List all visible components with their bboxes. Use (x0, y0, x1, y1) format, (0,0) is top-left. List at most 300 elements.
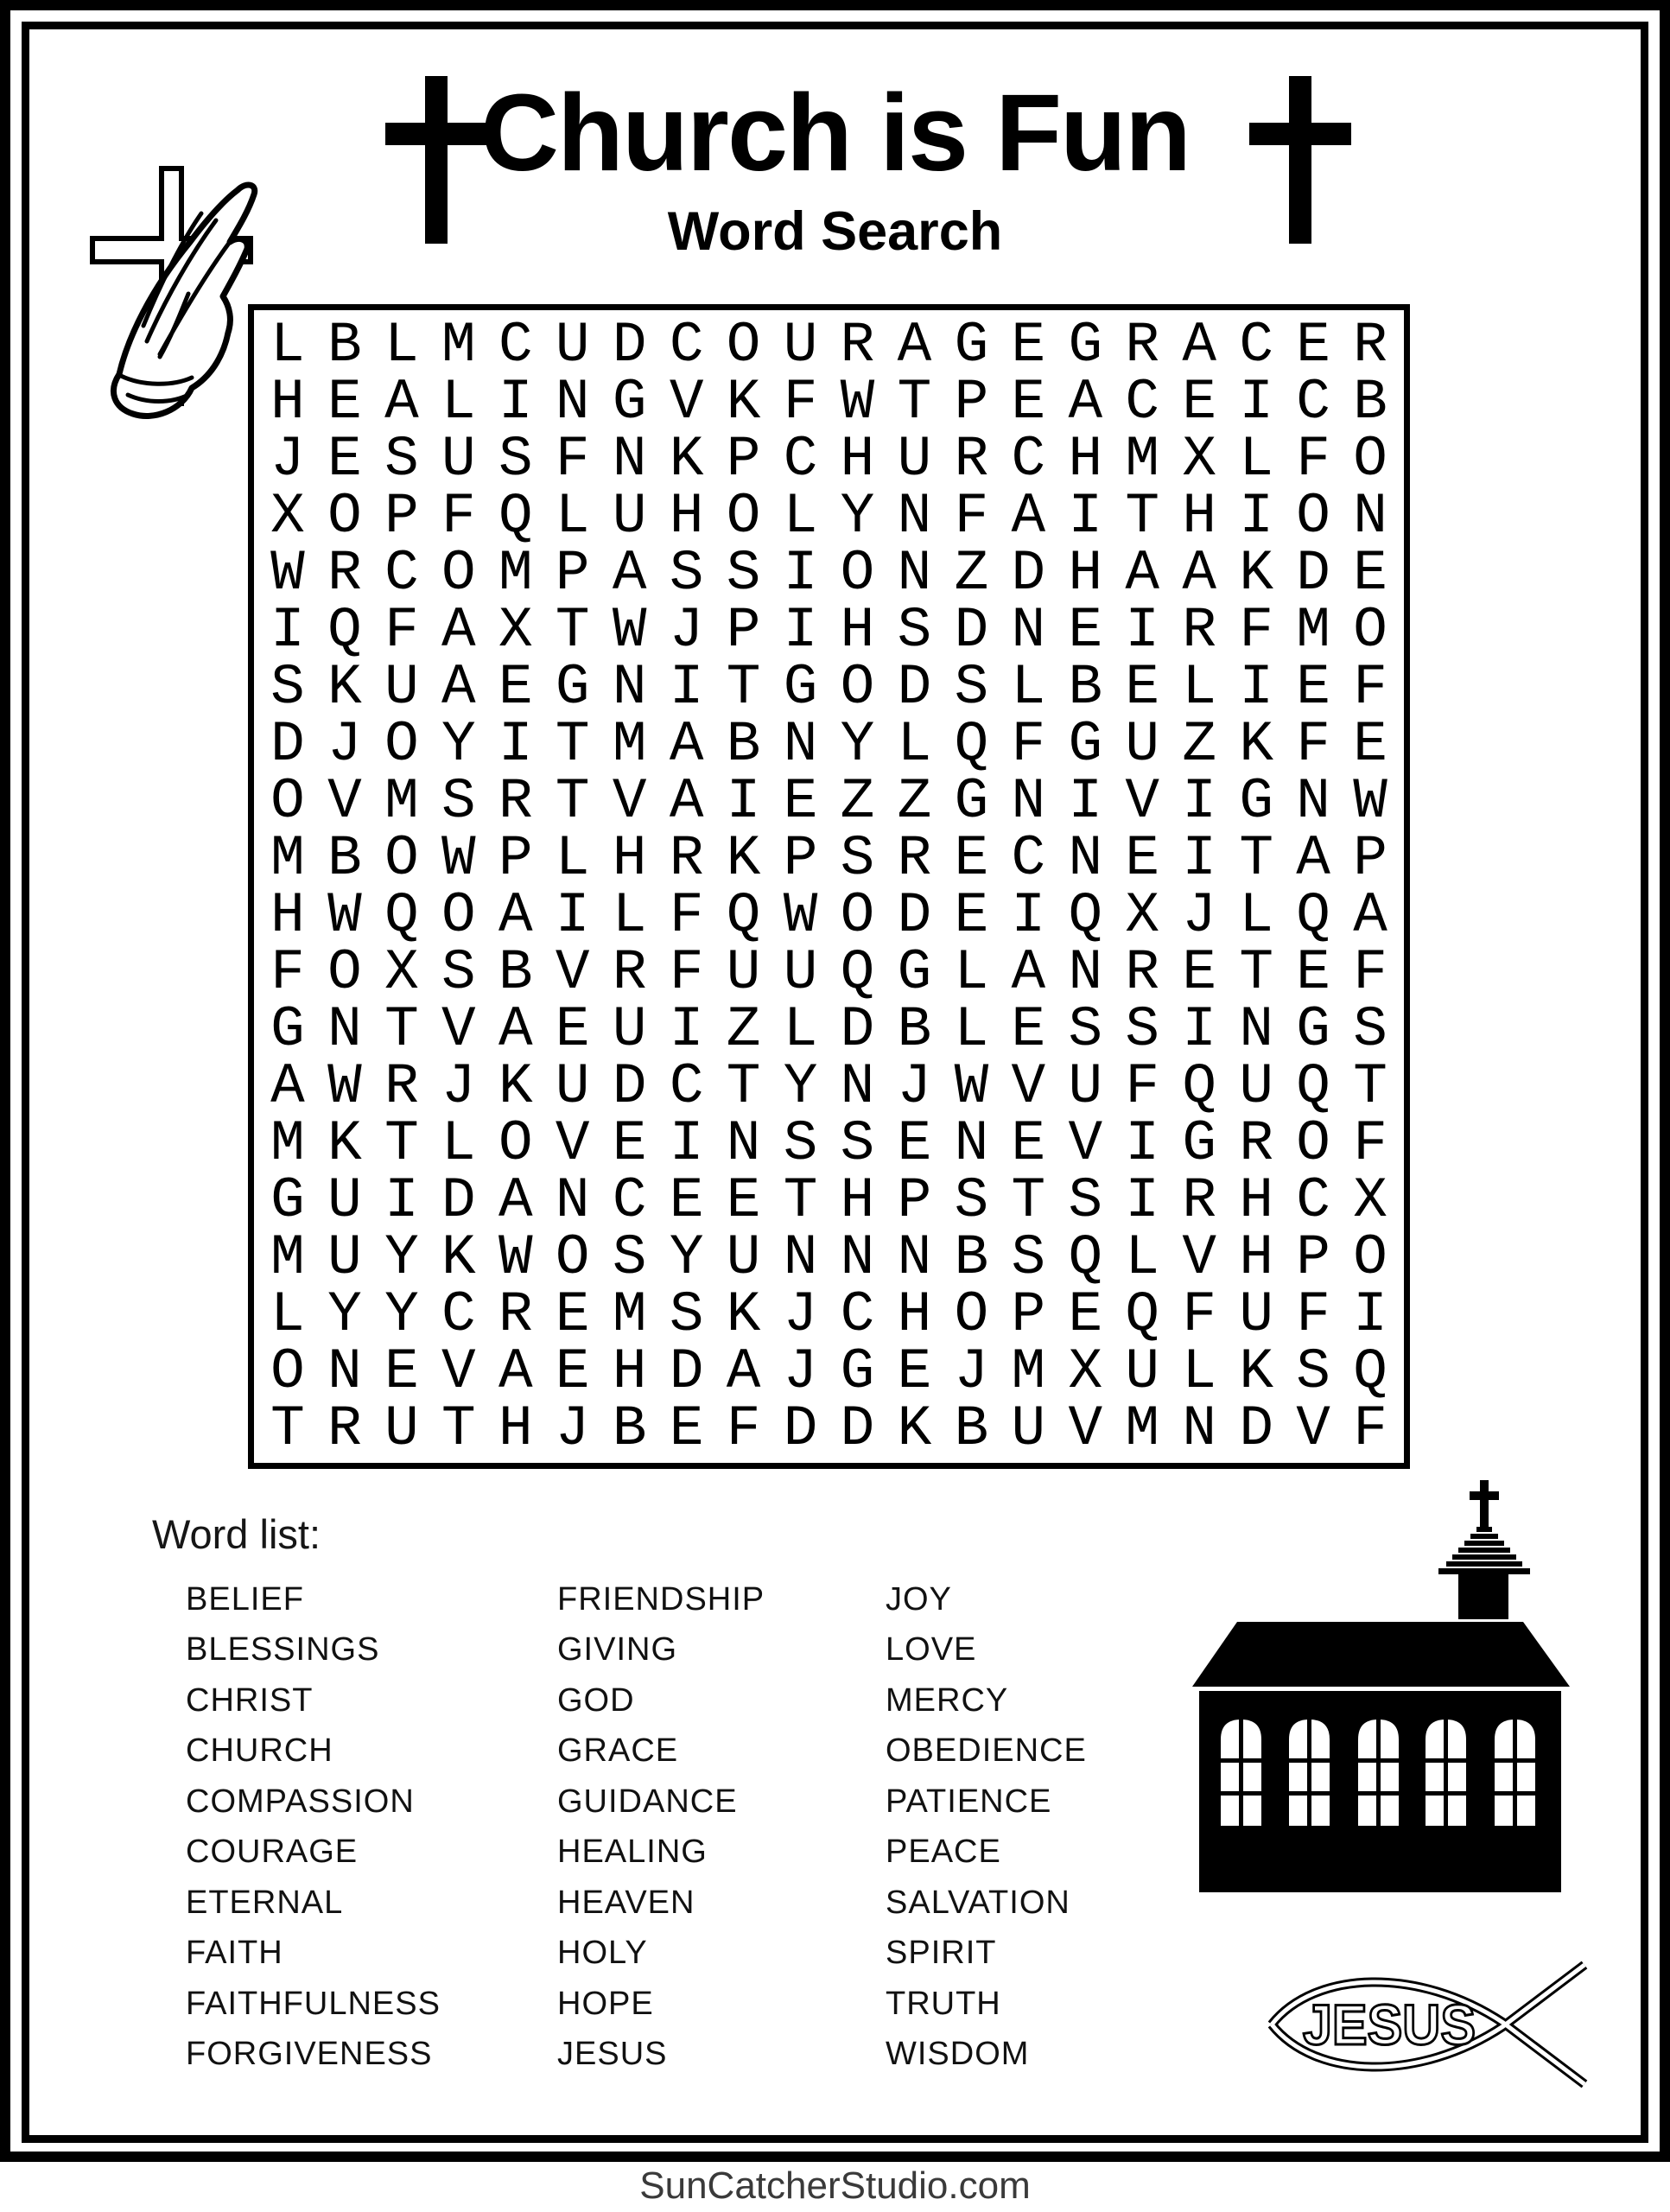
grid-letter: S (840, 1111, 875, 1176)
grid-letter: E (555, 1339, 590, 1404)
grid-letter: E (1353, 712, 1387, 777)
grid-letter: A (669, 712, 704, 777)
grid-letter: D (840, 997, 875, 1062)
grid-letter: D (1239, 1396, 1273, 1461)
grid-letter: K (1239, 712, 1273, 777)
grid-letter: A (498, 1339, 533, 1404)
grid-letter: C (840, 1282, 875, 1347)
grid-letter: H (840, 427, 875, 492)
grid-letter: D (897, 883, 932, 948)
grid-letter: E (327, 427, 362, 492)
grid-letter: T (783, 1168, 818, 1233)
grid-letter: L (1182, 655, 1216, 720)
word-list-item: HEAVEN (557, 1884, 695, 1921)
church-icon (1171, 1473, 1572, 1897)
grid-letter: O (327, 940, 362, 1005)
grid-letter: J (270, 427, 305, 492)
grid-letter: N (327, 1339, 362, 1404)
word-list-item: SPIRIT (886, 1935, 997, 1972)
grid-letter: K (327, 1111, 362, 1176)
grid-letter: E (783, 769, 818, 834)
grid-letter: T (1239, 940, 1273, 1005)
grid-letter: E (1353, 541, 1387, 606)
grid-letter: F (270, 940, 305, 1005)
grid-letter: L (270, 1282, 305, 1347)
grid-letter: T (555, 712, 590, 777)
grid-letter: O (726, 313, 761, 378)
grid-letter: S (669, 1282, 704, 1347)
grid-letter: E (1296, 655, 1330, 720)
grid-letter: K (1239, 541, 1273, 606)
grid-letter: W (270, 541, 305, 606)
grid-letter: L (441, 370, 476, 435)
grid-letter: U (1125, 712, 1160, 777)
grid-letter: A (441, 655, 476, 720)
word-list-item: FRIENDSHIP (557, 1580, 765, 1618)
grid-letter: O (384, 712, 419, 777)
grid-letter: R (1239, 1111, 1273, 1176)
grid-letter: T (384, 1111, 419, 1176)
grid-letter: O (840, 541, 875, 606)
grid-letter: J (441, 1054, 476, 1119)
grid-letter: O (441, 541, 476, 606)
grid-letter: O (327, 484, 362, 549)
grid-letter: T (1239, 826, 1273, 891)
grid-letter: O (954, 1282, 989, 1347)
grid-letter: W (840, 370, 875, 435)
grid-letter: B (612, 1396, 647, 1461)
grid-letter: R (840, 313, 875, 378)
grid-letter: F (1182, 1282, 1216, 1347)
grid-letter: F (1296, 712, 1330, 777)
grid-letter: I (384, 1168, 419, 1233)
grid-letter: P (1011, 1282, 1046, 1347)
grid-letter: T (441, 1396, 476, 1461)
grid-letter: U (384, 655, 419, 720)
grid-letter: D (669, 1339, 704, 1404)
grid-letter: N (1011, 598, 1046, 663)
grid-letter: A (897, 313, 932, 378)
grid-letter: H (1068, 541, 1103, 606)
word-list-item: WISDOM (886, 2036, 1030, 2073)
grid-letter: R (1182, 1168, 1216, 1233)
grid-letter: L (1239, 427, 1273, 492)
grid-letter: S (1068, 997, 1103, 1062)
word-list-column-2 (557, 1574, 765, 2080)
word-list-item: PEACE (886, 1834, 1001, 1871)
grid-letter: V (327, 769, 362, 834)
grid-letter: G (555, 655, 590, 720)
grid-letter: M (612, 1282, 647, 1347)
grid-letter: D (783, 1396, 818, 1461)
grid-letter: G (612, 370, 647, 435)
jesus-fish-text: JESUS (1303, 1993, 1476, 2056)
grid-letter: N (555, 1168, 590, 1233)
grid-letter: X (384, 940, 419, 1005)
word-list-item: TRUTH (886, 1985, 1001, 2022)
grid-letter: L (555, 484, 590, 549)
grid-letter: T (897, 370, 932, 435)
grid-letter: S (954, 1168, 989, 1233)
word-list-item: HOPE (557, 1985, 654, 2022)
grid-letter: N (1068, 826, 1103, 891)
grid-letter: C (612, 1168, 647, 1233)
grid-letter: C (783, 427, 818, 492)
grid-letter: X (1125, 883, 1160, 948)
grid-letter: N (783, 712, 818, 777)
grid-letter: N (840, 1054, 875, 1119)
page-title: Church is Fun (480, 72, 1190, 194)
grid-letter: I (783, 541, 818, 606)
grid-letter: D (612, 1054, 647, 1119)
word-list-column-1 (186, 1574, 441, 2080)
grid-letter: L (1125, 1225, 1160, 1290)
grid-letter: U (783, 313, 818, 378)
grid-letter: T (270, 1396, 305, 1461)
grid-letter: A (726, 1339, 761, 1404)
grid-letter: Q (1353, 1339, 1387, 1404)
grid-letter: I (1125, 1111, 1160, 1176)
grid-letter: H (270, 370, 305, 435)
grid-letter: H (612, 826, 647, 891)
grid-letter: L (612, 883, 647, 948)
grid-letter: K (669, 427, 704, 492)
grid-letter: R (327, 1396, 362, 1461)
grid-letter: U (612, 484, 647, 549)
grid-letter: D (1296, 541, 1330, 606)
grid-letter: M (1125, 427, 1160, 492)
grid-letter: D (897, 655, 932, 720)
word-list-item: GUIDANCE (557, 1783, 738, 1820)
grid-letter: L (783, 997, 818, 1062)
grid-letter: O (1296, 484, 1330, 549)
grid-letter: A (1353, 883, 1387, 948)
grid-letter: O (1353, 1225, 1387, 1290)
grid-letter: E (726, 1168, 761, 1233)
grid-letter: Q (384, 883, 419, 948)
grid-letter: G (1068, 712, 1103, 777)
grid-letter: N (1068, 940, 1103, 1005)
grid-letter: N (555, 370, 590, 435)
grid-letter: P (726, 427, 761, 492)
grid-letter: G (270, 1168, 305, 1233)
grid-letter: X (270, 484, 305, 549)
grid-letter: P (1353, 826, 1387, 891)
grid-letter: D (954, 598, 989, 663)
grid-letter: B (726, 712, 761, 777)
grid-letter: A (270, 1054, 305, 1119)
grid-letter: B (897, 997, 932, 1062)
grid-letter: N (897, 484, 932, 549)
grid-letter: V (441, 1339, 476, 1404)
page-subtitle: Word Search (667, 201, 1003, 262)
word-list-heading: Word list: (152, 1511, 321, 1557)
grid-letter: F (1353, 655, 1387, 720)
grid-letter: B (954, 1396, 989, 1461)
grid-letter: N (726, 1111, 761, 1176)
grid-letter: A (498, 883, 533, 948)
grid-letter: T (1011, 1168, 1046, 1233)
grid-letter: I (1068, 484, 1103, 549)
grid-letter: H (840, 598, 875, 663)
grid-letter: J (783, 1282, 818, 1347)
grid-letter: I (726, 769, 761, 834)
grid-letter: M (612, 712, 647, 777)
grid-letter: E (1182, 370, 1216, 435)
grid-letter: W (327, 883, 362, 948)
grid-letter: E (1011, 1111, 1046, 1176)
grid-letter: G (1182, 1111, 1216, 1176)
grid-letter: U (327, 1225, 362, 1290)
grid-letter: E (1068, 598, 1103, 663)
grid-letter: F (954, 484, 989, 549)
grid-letter: S (669, 541, 704, 606)
grid-letter: T (726, 655, 761, 720)
grid-letter: S (897, 598, 932, 663)
grid-letter: T (726, 1054, 761, 1119)
grid-letter: A (498, 1168, 533, 1233)
grid-letter: C (1239, 313, 1273, 378)
grid-letter: J (669, 598, 704, 663)
grid-letter: G (1068, 313, 1103, 378)
grid-letter: Z (726, 997, 761, 1062)
grid-letter: N (783, 1225, 818, 1290)
grid-letter: V (1125, 769, 1160, 834)
grid-letter: A (612, 541, 647, 606)
grid-letter: U (1239, 1054, 1273, 1119)
grid-letter: V (1068, 1396, 1103, 1461)
word-list-item: HOLY (557, 1935, 648, 1972)
grid-letter: F (1353, 940, 1387, 1005)
grid-letter: K (1239, 1339, 1273, 1404)
grid-letter: Q (726, 883, 761, 948)
word-list-item: BLESSINGS (186, 1631, 380, 1669)
grid-letter: W (612, 598, 647, 663)
grid-letter: I (1125, 598, 1160, 663)
grid-letter: O (840, 883, 875, 948)
grid-letter: E (1296, 313, 1330, 378)
grid-letter: J (555, 1396, 590, 1461)
grid-letter: S (498, 427, 533, 492)
grid-letter: I (1182, 769, 1216, 834)
grid-letter: H (1239, 1225, 1273, 1290)
grid-letter: D (270, 712, 305, 777)
grid-letter: W (1353, 769, 1387, 834)
grid-letter: E (555, 1282, 590, 1347)
word-list-item: COMPASSION (186, 1783, 415, 1820)
grid-letter: E (669, 1396, 704, 1461)
grid-letter: I (1125, 1168, 1160, 1233)
grid-letter: Z (840, 769, 875, 834)
grid-letter: O (1353, 598, 1387, 663)
grid-letter: O (840, 655, 875, 720)
grid-letter: C (1011, 427, 1046, 492)
grid-letter: O (270, 769, 305, 834)
grid-letter: E (1296, 940, 1330, 1005)
grid-letter: K (327, 655, 362, 720)
grid-letter: F (669, 883, 704, 948)
grid-letter: V (555, 940, 590, 1005)
grid-letter: D (1011, 541, 1046, 606)
word-list-item: CHRIST (186, 1681, 314, 1719)
grid-letter: O (270, 1339, 305, 1404)
grid-letter: Q (1068, 883, 1103, 948)
grid-letter: L (783, 484, 818, 549)
grid-letter: W (327, 1054, 362, 1119)
grid-letter: B (954, 1225, 989, 1290)
grid-letter: F (1353, 1396, 1387, 1461)
grid-letter: U (441, 427, 476, 492)
grid-letter: S (726, 541, 761, 606)
grid-letter: B (327, 826, 362, 891)
grid-letter: E (384, 1339, 419, 1404)
grid-letter: X (1182, 427, 1216, 492)
grid-letter: J (897, 1054, 932, 1119)
grid-letter: H (897, 1282, 932, 1347)
word-list-item: ETERNAL (186, 1884, 344, 1921)
grid-letter: N (954, 1111, 989, 1176)
grid-letter: J (1182, 883, 1216, 948)
grid-letter: R (1125, 313, 1160, 378)
word-list-item: OBEDIENCE (886, 1732, 1087, 1770)
grid-letter: L (441, 1111, 476, 1176)
grid-letter: R (1182, 598, 1216, 663)
grid-letter: I (669, 655, 704, 720)
grid-letter: S (1011, 1225, 1046, 1290)
grid-letter: G (840, 1339, 875, 1404)
grid-letter: E (1011, 997, 1046, 1062)
grid-letter: E (1068, 1282, 1103, 1347)
word-list-item: LOVE (886, 1631, 977, 1669)
grid-letter: M (441, 313, 476, 378)
grid-letter: U (1068, 1054, 1103, 1119)
grid-letter: S (1296, 1339, 1330, 1404)
grid-letter: Q (1125, 1282, 1160, 1347)
word-list-item: FORGIVENESS (186, 2036, 433, 2073)
grid-letter: Q (498, 484, 533, 549)
grid-letter: M (384, 769, 419, 834)
grid-letter: M (270, 826, 305, 891)
grid-letter: G (270, 997, 305, 1062)
grid-letter: N (1296, 769, 1330, 834)
grid-letter: Y (327, 1282, 362, 1347)
grid-letter: X (1353, 1168, 1387, 1233)
grid-letter: N (1182, 1396, 1216, 1461)
grid-letter: F (1296, 1282, 1330, 1347)
grid-letter: U (783, 940, 818, 1005)
grid-letter: L (954, 997, 989, 1062)
grid-letter: C (1125, 370, 1160, 435)
grid-letter: E (612, 1111, 647, 1176)
grid-letter: I (555, 883, 590, 948)
grid-letter: N (840, 1225, 875, 1290)
grid-letter: W (498, 1225, 533, 1290)
grid-letter: E (498, 655, 533, 720)
grid-letter: J (783, 1339, 818, 1404)
grid-letter: S (783, 1111, 818, 1176)
grid-letter: E (1011, 313, 1046, 378)
grid-letter: N (897, 1225, 932, 1290)
grid-letter: P (783, 826, 818, 891)
grid-letter: U (897, 427, 932, 492)
grid-letter: M (498, 541, 533, 606)
grid-letter: F (1239, 598, 1273, 663)
grid-letter: R (954, 427, 989, 492)
grid-letter: R (612, 940, 647, 1005)
grid-letter: E (897, 1339, 932, 1404)
grid-letter: D (612, 313, 647, 378)
word-list-item: COURAGE (186, 1834, 359, 1871)
grid-letter: E (669, 1168, 704, 1233)
grid-letter: A (498, 997, 533, 1062)
grid-letter: Q (840, 940, 875, 1005)
grid-letter: W (954, 1054, 989, 1119)
grid-letter: O (726, 484, 761, 549)
grid-letter: S (441, 769, 476, 834)
grid-letter: L (1182, 1339, 1216, 1404)
grid-letter: P (555, 541, 590, 606)
grid-letter: S (1353, 997, 1387, 1062)
grid-letter: F (783, 370, 818, 435)
grid-letter: A (1182, 541, 1216, 606)
grid-letter: I (669, 997, 704, 1062)
grid-letter: A (1011, 484, 1046, 549)
word-list-item: HEALING (557, 1834, 708, 1871)
grid-letter: E (1125, 655, 1160, 720)
grid-letter: Q (1296, 1054, 1330, 1119)
grid-letter: I (1182, 826, 1216, 891)
grid-letter: Y (669, 1225, 704, 1290)
grid-letter: S (1068, 1168, 1103, 1233)
grid-letter: C (498, 313, 533, 378)
grid-letter: K (726, 1282, 761, 1347)
grid-letter: D (441, 1168, 476, 1233)
word-list-item: GIVING (557, 1631, 678, 1669)
grid-letter: P (1296, 1225, 1330, 1290)
grid-letter: U (1239, 1282, 1273, 1347)
grid-letter: W (783, 883, 818, 948)
word-list-item: FAITH (186, 1935, 283, 1972)
grid-letter: K (726, 370, 761, 435)
grid-letter: S (384, 427, 419, 492)
grid-letter: O (384, 826, 419, 891)
grid-letter: K (441, 1225, 476, 1290)
word-list-item: PATIENCE (886, 1783, 1052, 1820)
grid-letter: W (441, 826, 476, 891)
grid-letter: L (897, 712, 932, 777)
grid-letter: R (384, 1054, 419, 1119)
grid-letter: G (1239, 769, 1273, 834)
grid-letter: A (1125, 541, 1160, 606)
grid-letter: F (1125, 1054, 1160, 1119)
grid-letter: B (1353, 370, 1387, 435)
grid-letter: O (555, 1225, 590, 1290)
grid-letter: Y (840, 484, 875, 549)
grid-letter: J (954, 1339, 989, 1404)
grid-letter: M (1011, 1339, 1046, 1404)
grid-letter: P (954, 370, 989, 435)
grid-letter: I (1353, 1282, 1387, 1347)
grid-letter: R (498, 1282, 533, 1347)
grid-letter: X (498, 598, 533, 663)
word-search-grid (248, 304, 1410, 1469)
grid-letter: V (669, 370, 704, 435)
grid-letter: V (1182, 1225, 1216, 1290)
grid-letter: U (555, 1054, 590, 1119)
grid-letter: N (897, 541, 932, 606)
grid-letter: Y (441, 712, 476, 777)
word-list-item: JESUS (557, 2036, 668, 2073)
